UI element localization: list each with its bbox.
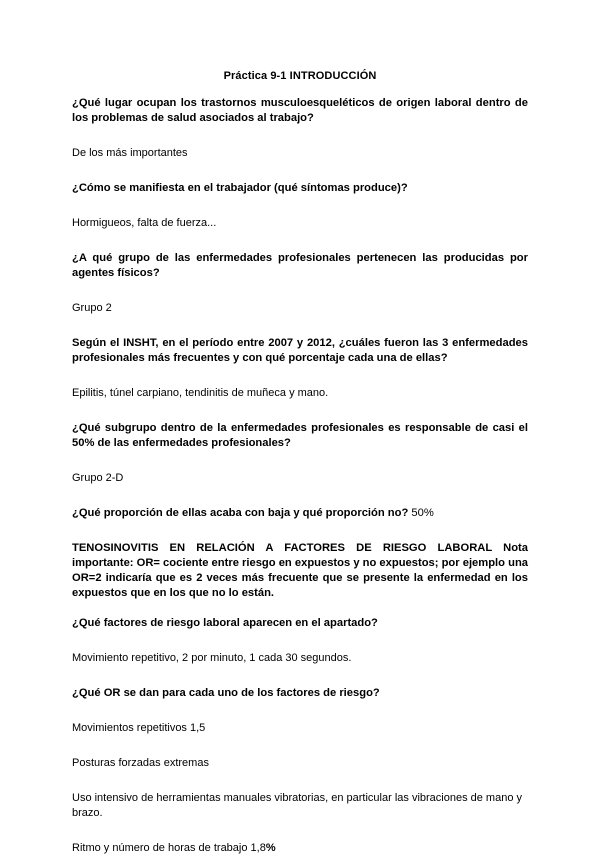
- answer-1: De los más importantes: [72, 147, 188, 159]
- factor-ritmo-suffix: %: [265, 842, 276, 854]
- answer-3: Grupo 2: [72, 302, 112, 314]
- factor-ritmo: [72, 841, 528, 856]
- page-title: Práctica 9-1 INTRODUCCIÓN: [223, 70, 377, 82]
- question-5: ¿Qué subgrupo dentro de la enfermedades profesionales es responsable de casi el 50% de las enfermedades profesionales?: [72, 422, 528, 449]
- question-2: ¿Cómo se manifiesta en el trabajador (qué síntomas produce)?: [72, 182, 408, 194]
- note-paragraph: TENOSINOVITIS EN RELACIÓN A FACTORES DE RIESGO LABORAL Nota importante: OR= cociente entre riesgo en expuestos y no expuestos; por ejemplo una OR=2 indicaría que es 2 veces más frecuente que se presente la enfermedad en los expuestos que en los que no lo están.: [72, 542, 528, 599]
- question-4: Según el INSHT, en el período entre 2007 y 2012, ¿cuáles fueron las 3 enfermedades profesionales más frecuentes y con qué porcentaje cada una de ellas?: [72, 337, 528, 364]
- question-8: ¿Qué OR se dan para cada uno de los factores de riesgo?: [72, 687, 380, 699]
- question-6-text: ¿Qué proporción de ellas acaba con baja y qué proporción no?: [72, 507, 409, 519]
- factor-posturas: Posturas forzadas extremas: [72, 757, 209, 769]
- question-3: ¿A qué grupo de las enfermedades profesionales pertenecen las producidas por agentes físicos?: [72, 252, 528, 279]
- factor-ritmo-text: Ritmo y número de horas de trabajo 1,8: [72, 842, 266, 854]
- factor-vibraciones: Uso intensivo de herramientas manuales vibratorias, en particular las vibraciones de mano y brazo.: [72, 792, 523, 819]
- question-6: [72, 506, 528, 521]
- answer-2: Hormigueos, falta de fuerza...: [72, 217, 217, 229]
- question-1: ¿Qué lugar ocupan los trastornos musculoesqueléticos de origen laboral dentro de los problemas de salud asociados al trabajo?: [72, 97, 528, 124]
- answer-6: 50%: [411, 507, 434, 519]
- answer-5: Grupo 2-D: [72, 472, 124, 484]
- question-7: ¿Qué factores de riesgo laboral aparecen en el apartado?: [72, 617, 378, 629]
- answer-7: Movimiento repetitivo, 2 por minuto, 1 cada 30 segundos.: [72, 652, 352, 664]
- answer-4: Epilitis, túnel carpiano, tendinitis de muñeca y mano.: [72, 387, 329, 399]
- answer-8: Movimientos repetitivos 1,5: [72, 722, 206, 734]
